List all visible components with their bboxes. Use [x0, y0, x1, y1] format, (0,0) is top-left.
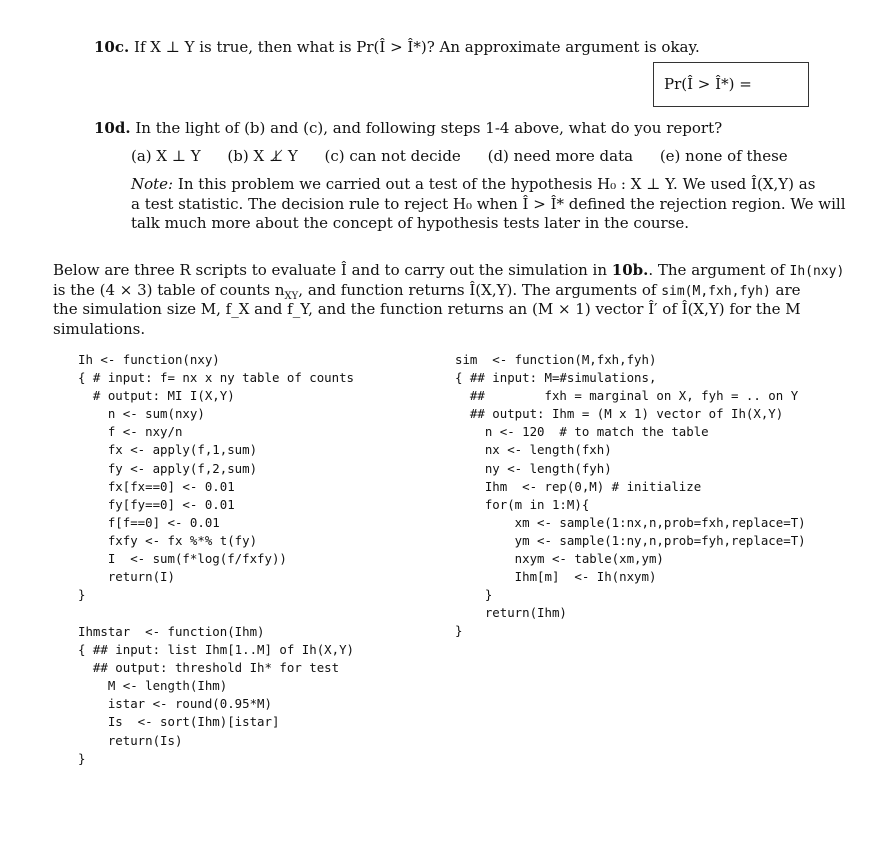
question-10d-label: 10d.: [94, 119, 131, 137]
answer-box-label: Pr(Î > Î*) =: [664, 75, 752, 93]
option-e[interactable]: (e) none of these: [659, 147, 788, 165]
intro-line-3: the simulation size M, f_X and f_Y, and the function returns an (M × 1) vector Î′ of Î(X,Y) for the M: [53, 300, 801, 318]
note-line-2: a test statistic. The decision rule to reject H₀ when Î > Î* defined the rejection region. We will: [131, 195, 846, 213]
intro-text-2c: are: [770, 281, 801, 299]
note-line-1: [131, 175, 815, 195]
intro-text-2a: is the (4 × 3) table of counts n: [53, 281, 285, 299]
intro-line-1: [53, 261, 844, 282]
intro-text-2b: , and function returns Î(X,Y). The arguments of: [298, 281, 662, 299]
question-10d-text: In the light of (b) and (c), and following steps 1-4 above, what do you report?: [135, 119, 723, 137]
question-10c-label: 10c.: [94, 38, 130, 56]
option-b[interactable]: (b) X ⊥̸ Y: [227, 147, 298, 165]
note-label: Note:: [131, 175, 174, 193]
code-block-sim: sim <- function(M,fxh,fyh) { ## input: M=#simulations, ## fxh = marginal on X, fyh = .. on Y ## output: Ihm = (M x 1) vector of Ih(X,Y) n <- 120 # to match the table nx <- length(fxh) ny <- length(fyh) Ihm <- rep(0,M) # initialize for(m in 1:M){ xm <- sample(1:nx,n,prob=fxh,replace=T) ym <- sample(1:ny,n,prob=fyh,replace=T) nxym <- table(xm,ym) Ihm[m] <- Ih(nxym) } return(Ihm) }: [455, 352, 806, 639]
note-line-3: talk much more about the concept of hypothesis tests later in the course.: [131, 214, 690, 232]
code-block-ihmstar: Ihmstar <- function(Ihm) { ## input: list Ihm[1..M] of Ih(X,Y) ## output: threshold Ih* for test M <- length(Ihm) istar <- round(0.95*M) Is <- sort(Ihm)[istar] return(Is) }: [78, 624, 355, 766]
intro-code-sim: sim(M,fxh,fyh): [661, 284, 771, 299]
intro-text-1c: . The argument of: [648, 261, 790, 279]
option-c[interactable]: (c) can not decide: [324, 147, 461, 165]
answer-options: [131, 147, 810, 167]
question-10c: [94, 38, 700, 58]
question-10c-text: If X ⊥ Y is true, then what is Pr(Î > Î*)? An approximate argument is okay.: [134, 38, 700, 56]
answer-box-10c[interactable]: [653, 62, 809, 107]
option-d[interactable]: (d) need more data: [487, 147, 634, 165]
intro-subscript: XY: [284, 291, 299, 302]
intro-line-4: simulations.: [53, 320, 146, 338]
intro-code-ih: Ih(nxy): [789, 264, 845, 279]
question-10d: [94, 119, 722, 139]
note-text-1: In this problem we carried out a test of the hypothesis H₀ : X ⊥ Y. We used Î(X,Y) as: [177, 175, 816, 193]
intro-ref-10b: 10b.: [611, 261, 649, 279]
code-block-ih: Ih <- function(nxy) { # input: f= nx x ny table of counts # output: MI I(X,Y) n <- sum(nxy) f <- nxy/n fx <- apply(f,1,sum) fy <- apply(f,2,sum) fx[fx==0] <- 0.01 fy[fy==0] <- 0.01 f[f==0] <- 0.01 fxfy <- fx %*% t(fy) I <- sum(f*log(f/fxfy)) return(I) }: [78, 352, 355, 603]
intro-text-1a: Below are three R scripts to evaluate Î and to carry out the simulation in: [53, 261, 612, 279]
option-a[interactable]: (a) X ⊥ Y: [131, 147, 201, 165]
